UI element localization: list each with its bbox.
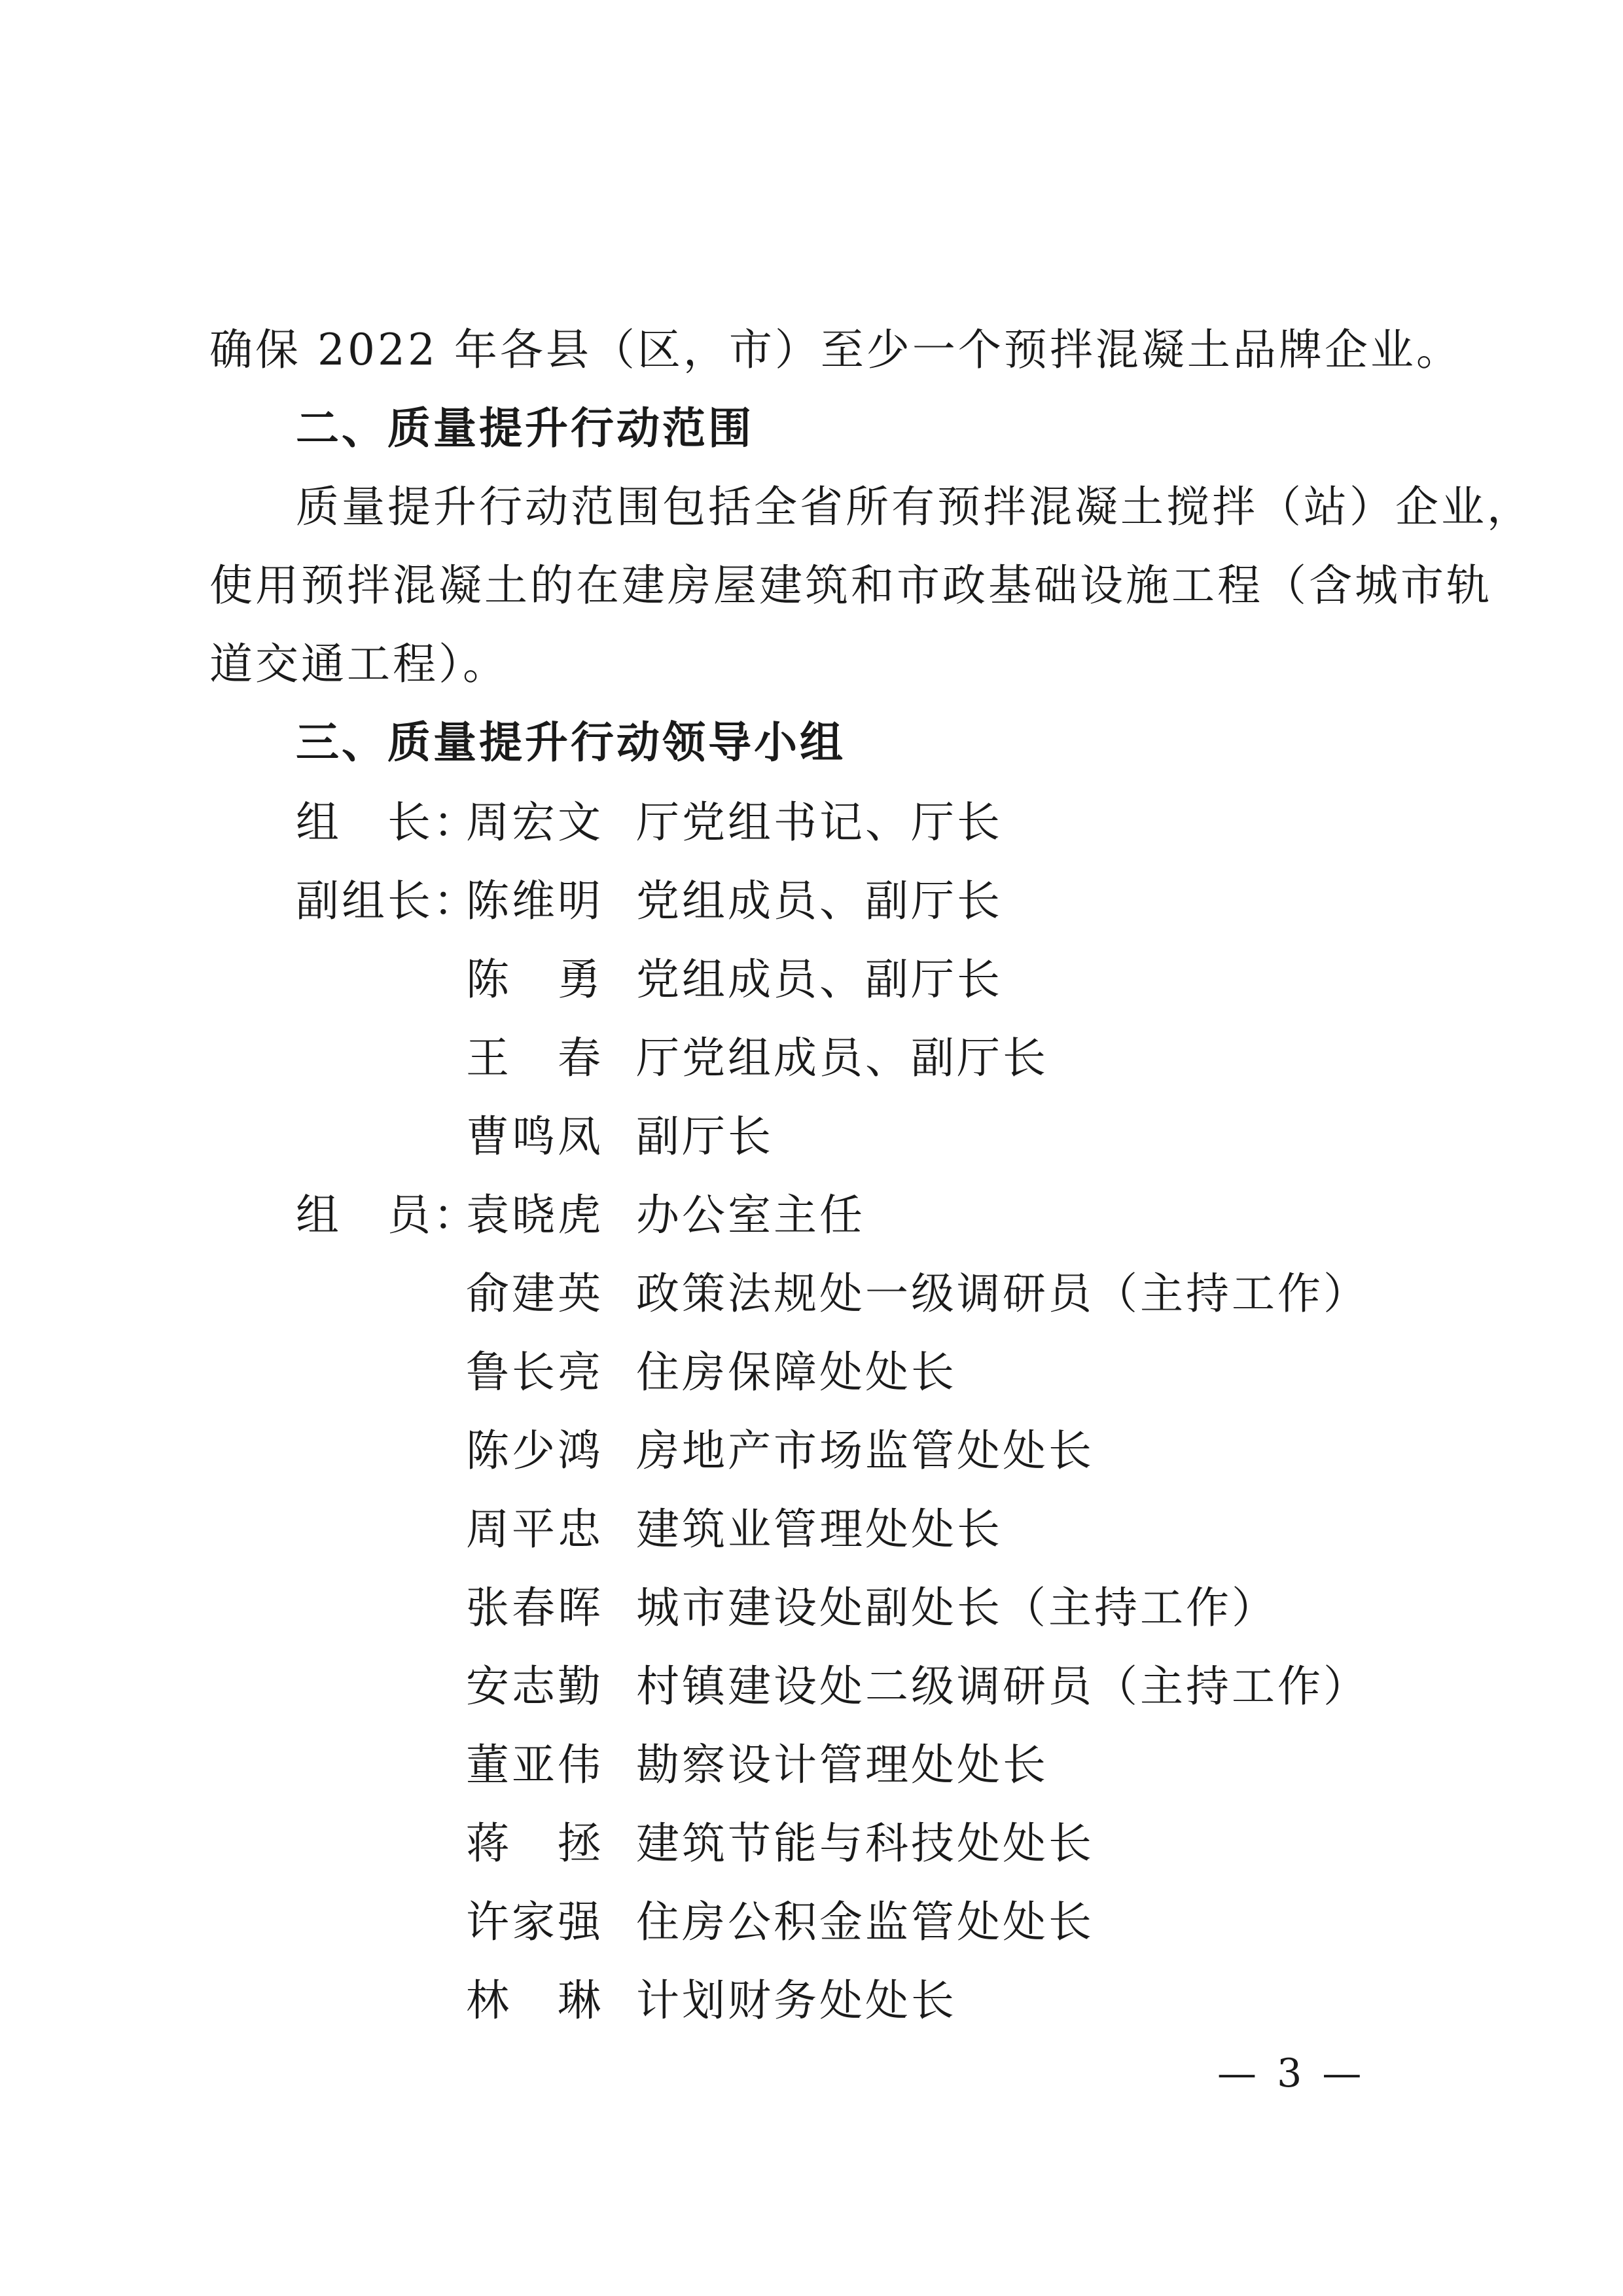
member-title: 政策法规处一级调研员（主持工作） xyxy=(636,1268,1369,1319)
deputy-title: 副厅长 xyxy=(636,1111,774,1162)
leader-name: 周宏文 xyxy=(466,797,603,848)
member-title: 建筑节能与科技处处长 xyxy=(636,1818,1094,1869)
deputy-name: 陈维明 xyxy=(466,876,603,926)
member-name: 周平忠 xyxy=(466,1504,603,1554)
member-title: 城市建设处副处长（主持工作） xyxy=(636,1583,1277,1633)
member-name: 董亚伟 xyxy=(466,1740,603,1790)
leader-title: 厅党组书记、厅长 xyxy=(636,797,1003,848)
deputy-name: 王 春 xyxy=(466,1033,603,1083)
member-title: 计划财务处处长 xyxy=(636,1975,957,2026)
paragraph-line: 质量提升行动范围包括全省所有预拌混凝土搅拌（站）企业， xyxy=(296,482,1533,532)
page-number: — 3 — xyxy=(1217,2051,1366,2096)
deputy-title: 厅党组成员、副厅长 xyxy=(636,1033,1048,1083)
member-name: 安志勤 xyxy=(466,1661,603,1712)
section-heading: 二、质量提升行动范围 xyxy=(296,403,754,454)
deputy-title: 党组成员、副厅长 xyxy=(636,954,1003,1005)
deputy-name: 曹鸣凤 xyxy=(466,1111,603,1162)
member-name: 林 琳 xyxy=(466,1975,603,2026)
paragraph-line: 使用预拌混凝土的在建房屋建筑和市政基础设施工程（含城市轨 xyxy=(209,560,1492,611)
member-name: 鲁长亮 xyxy=(466,1347,603,1397)
member-label: 组 员： xyxy=(296,1190,479,1240)
member-title: 村镇建设处二级调研员（主持工作） xyxy=(636,1661,1369,1712)
leader-label: 组 长： xyxy=(296,797,479,848)
deputy-label: 副组长： xyxy=(296,876,479,926)
member-name: 俞建英 xyxy=(466,1268,603,1319)
paragraph-line: 确保 2022 年各县（区，市）至少一个预拌混凝土品牌企业。 xyxy=(209,325,1462,375)
member-title: 房地产市场监管处处长 xyxy=(636,1426,1094,1476)
deputy-name: 陈 勇 xyxy=(466,954,603,1005)
member-name: 蒋 拯 xyxy=(466,1818,603,1869)
member-name: 袁晓虎 xyxy=(466,1190,603,1240)
member-name: 张春晖 xyxy=(466,1583,603,1633)
member-title: 勘察设计管理处处长 xyxy=(636,1740,1048,1790)
member-title: 住房保障处处长 xyxy=(636,1347,957,1397)
member-name: 陈少鸿 xyxy=(466,1426,603,1476)
member-title: 建筑业管理处处长 xyxy=(636,1504,1003,1554)
paragraph-line: 道交通工程）。 xyxy=(209,639,508,689)
section-heading: 三、质量提升行动领导小组 xyxy=(296,717,846,768)
member-title: 办公室主任 xyxy=(636,1190,865,1240)
member-name: 许家强 xyxy=(466,1897,603,1947)
member-title: 住房公积金监管处处长 xyxy=(636,1897,1094,1947)
deputy-title: 党组成员、副厅长 xyxy=(636,876,1003,926)
